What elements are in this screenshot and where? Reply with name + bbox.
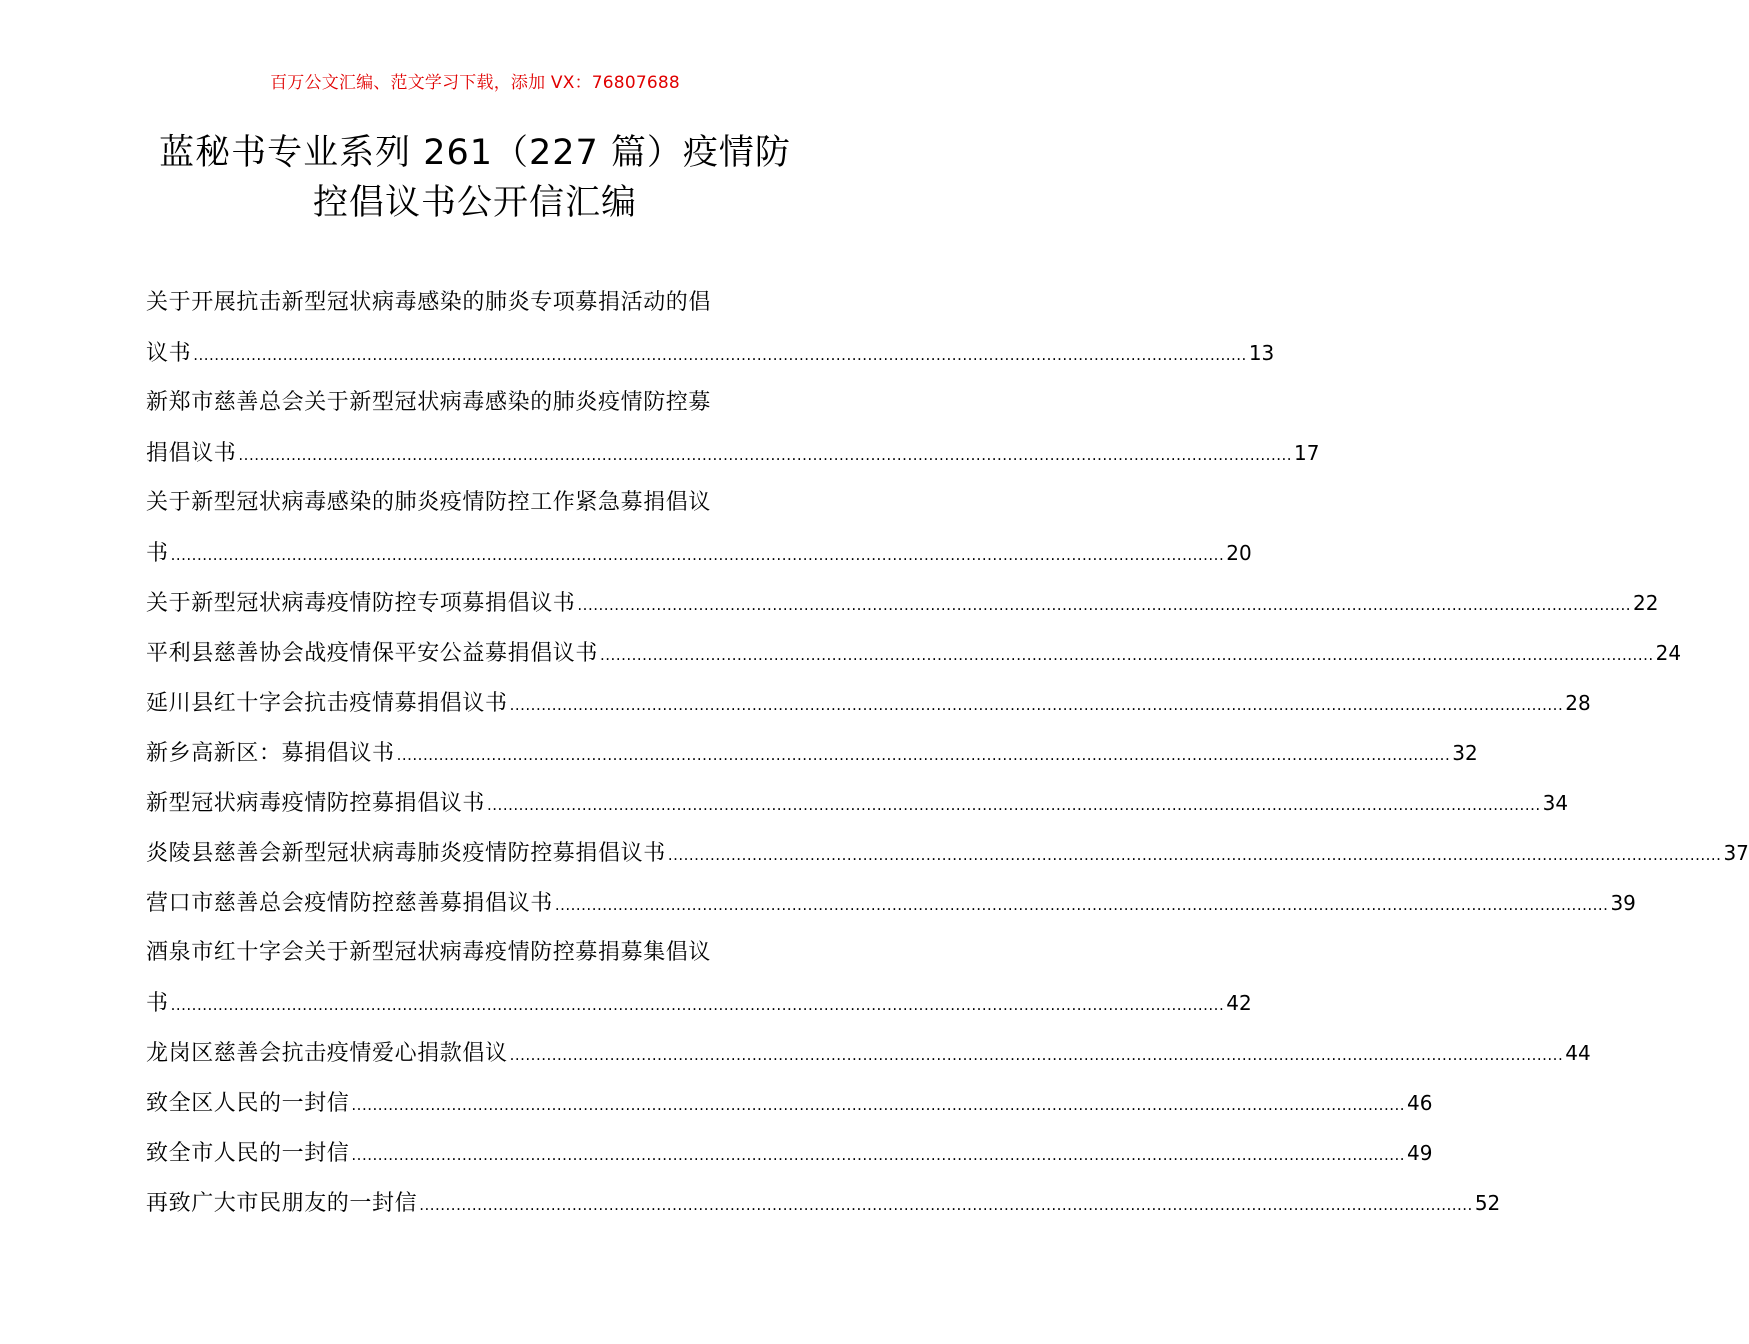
toc-entry-title: 新型冠状病毒疫情防控募捐倡议书 — [146, 791, 486, 816]
toc-entry-title: 新乡高新区：募捐倡议书 — [146, 741, 395, 766]
toc-entry[interactable] — [146, 278, 1275, 378]
toc-page-number: 49 — [1407, 1141, 1433, 1165]
toc-page-number: 28 — [1565, 691, 1591, 715]
dot-leader: ........................................................................................................................................................................................................ — [577, 596, 1632, 614]
toc-entry[interactable] — [146, 928, 1252, 1028]
toc-entry-title-line-1: 关于新型冠状病毒感染的肺炎疫情防控工作紧急募捐倡议 — [146, 490, 712, 515]
dot-leader: ........................................................................................................................................................................................................ — [487, 796, 1541, 814]
toc-entry-title-line-1: 关于开展抗击新型冠状病毒感染的肺炎专项募捐活动的倡 — [146, 290, 712, 315]
page-header: 百万公文汇编、范文学习下载，添加 VX：76807688 — [270, 73, 680, 93]
toc-entry-title: 致全区人民的一封信 — [146, 1091, 350, 1116]
dot-leader: ........................................................................................................................................................................................................ — [193, 346, 1247, 364]
dot-leader: ........................................................................................................................................................................................................ — [396, 746, 1451, 764]
dot-leader: ........................................................................................................................................................................................................ — [600, 646, 1654, 664]
toc-page-number: 37 — [1723, 841, 1749, 865]
dot-leader: ........................................................................................................................................................................................................ — [170, 546, 1225, 564]
dot-leader: ........................................................................................................................................................................................................ — [509, 696, 1564, 714]
toc-entry-title: 龙岗区慈善会抗击疫情爱心捐款倡议 — [146, 1041, 508, 1066]
toc-page-number: 52 — [1474, 1191, 1501, 1215]
toc-entry-title: 炎陵县慈善会新型冠状病毒肺炎疫情防控募捐倡议书 — [146, 841, 666, 866]
title-line-1: 蓝秘书专业系列 261（227 篇）疫情防 — [159, 133, 791, 173]
toc-entry[interactable] — [146, 378, 1320, 478]
toc-entry[interactable] — [146, 1028, 1591, 1078]
toc-entry-title: 营口市慈善总会疫情防控慈善募捐倡议书 — [146, 891, 553, 916]
dot-leader: ........................................................................................................................................................................................................ — [351, 1096, 1406, 1114]
toc-entry-title: 再致广大市民朋友的一封信 — [146, 1191, 418, 1216]
toc-entry[interactable] — [146, 628, 1682, 678]
toc-entry-title-line-1: 酒泉市红十字会关于新型冠状病毒疫情防控募捐募集倡议 — [146, 940, 712, 965]
toc-entry[interactable] — [146, 878, 1636, 928]
toc-page-number: 32 — [1452, 741, 1478, 765]
toc-entry[interactable] — [146, 478, 1252, 578]
toc-page-number: 22 — [1633, 591, 1659, 615]
dot-leader: ........................................................................................................................................................................................................ — [667, 846, 1722, 864]
dot-leader: ........................................................................................................................................................................................................ — [509, 1046, 1564, 1064]
toc-entry[interactable] — [146, 1178, 1501, 1228]
toc-entry[interactable] — [146, 828, 1749, 878]
toc-page-number: 17 — [1294, 441, 1320, 465]
document-title — [120, 128, 830, 228]
table-of-contents — [146, 278, 1749, 1228]
toc-page-number: 24 — [1655, 641, 1682, 665]
toc-entry-title: 平利县慈善协会战疫情保平安公益募捐倡议书 — [146, 641, 599, 666]
toc-entry-title: 议书 — [146, 341, 192, 366]
toc-entry-title-line-1: 新郑市慈善总会关于新型冠状病毒感染的肺炎疫情防控募 — [146, 390, 712, 415]
toc-entry-title: 关于新型冠状病毒疫情防控专项募捐倡议书 — [146, 591, 576, 616]
dot-leader: ........................................................................................................................................................................................................ — [351, 1146, 1406, 1164]
dot-leader: ........................................................................................................................................................................................................ — [238, 446, 1293, 464]
toc-page-number: 46 — [1407, 1091, 1433, 1115]
toc-entry-title: 致全市人民的一封信 — [146, 1141, 350, 1166]
toc-entry[interactable] — [146, 1078, 1433, 1128]
toc-entry-title: 书 — [146, 991, 169, 1016]
dot-leader: ........................................................................................................................................................................................................ — [419, 1196, 1473, 1214]
dot-leader: ........................................................................................................................................................................................................ — [554, 896, 1609, 914]
toc-page-number: 44 — [1565, 1041, 1591, 1065]
toc-page-number: 13 — [1248, 341, 1275, 365]
toc-entry[interactable] — [146, 1128, 1433, 1178]
toc-entry-title: 捐倡议书 — [146, 441, 237, 466]
toc-entry[interactable] — [146, 578, 1659, 628]
toc-entry[interactable] — [146, 778, 1569, 828]
title-line-2: 控倡议书公开信汇编 — [312, 183, 637, 223]
toc-page-number: 39 — [1610, 891, 1636, 915]
toc-entry-title: 延川县红十字会抗击疫情募捐倡议书 — [146, 691, 508, 716]
toc-page-number: 34 — [1542, 791, 1569, 815]
toc-page-number: 42 — [1226, 991, 1252, 1015]
toc-page-number: 20 — [1226, 541, 1252, 565]
toc-entry[interactable] — [146, 728, 1478, 778]
toc-entry[interactable] — [146, 678, 1591, 728]
toc-entry-title: 书 — [146, 541, 169, 566]
dot-leader: ........................................................................................................................................................................................................ — [170, 996, 1225, 1014]
